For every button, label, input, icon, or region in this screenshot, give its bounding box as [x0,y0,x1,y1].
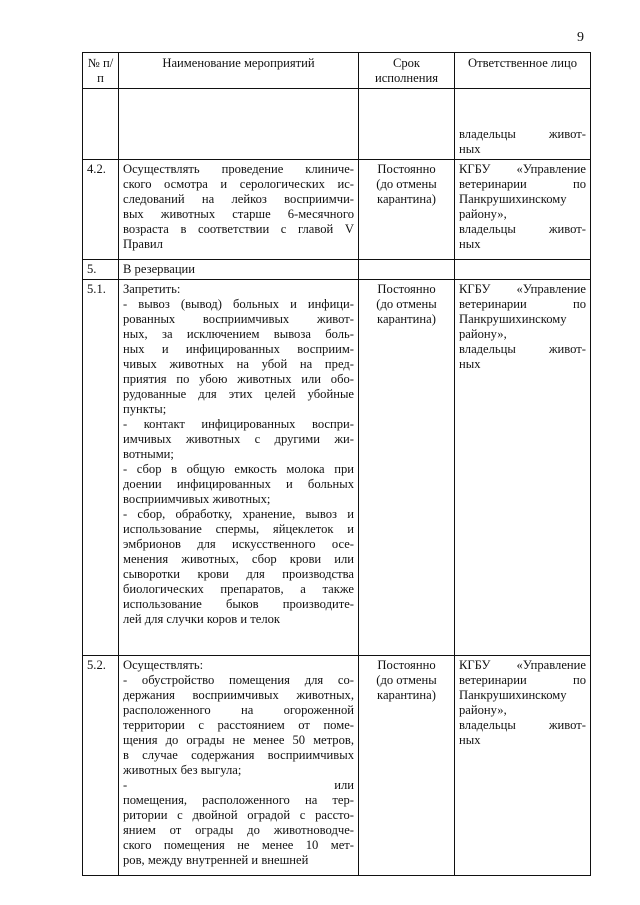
text-line: ных [459,237,481,251]
header-term: Срок исполнения [359,53,455,89]
row-term [359,280,455,656]
row-num: 5.1. [83,280,119,656]
row-name [119,160,359,260]
text-line: (до отмены [376,177,437,191]
header-responsible: Ответственное лицо [455,53,591,89]
row-responsible [455,89,591,160]
page-number: 9 [577,30,584,45]
text-line: ных [459,142,481,156]
row-name [119,260,359,280]
row-num: 5. [83,260,119,280]
text-line: помещения, расположенного на тер- [123,793,354,807]
text-line: - контакт инфицированных воспри- [123,417,354,431]
text-line: чивых животных на убой на пред- [123,357,354,371]
text-line: КГБУ «Управление [459,162,586,176]
text-line: в случае содержания восприимчивых [123,748,354,762]
table-row [83,160,591,260]
text-line: карантина) [377,192,436,206]
text-line: восприимчивых животных; [123,492,271,506]
measures-table [82,52,591,876]
row-term [359,89,455,160]
text-line: ритории с двойной оградой с рассто- [123,808,354,822]
row-responsible [455,260,591,280]
text-line: следований на лейкоз восприимчи- [123,192,354,206]
text-line: району», [459,703,507,717]
text-line: расположенного на огороженной [123,703,354,717]
text-line: ветеринарии по [459,673,586,687]
text-line: - вывоз (вывод) больных и инфици- [123,297,354,311]
text-line: рованных восприимчивых живот- [123,312,354,326]
row-name [119,280,359,656]
text-line: ветеринарии по [459,177,586,191]
text-line: - или [123,778,354,792]
row-responsible [455,656,591,876]
table-header-row [83,53,591,89]
table-row [83,280,591,656]
text-line: ров, между внутренней и внешней [123,853,309,867]
text-line: Осуществлять проведение клиниче- [123,162,354,176]
text-line: КГБУ «Управление [459,282,586,296]
text-line: щения до ограды не менее 50 метров, [123,733,354,747]
text-line: рудованные для этих целей убойные [123,387,354,401]
text-line: - сбор, обработку, хранение, вывоз и [123,507,354,521]
row-responsible [455,280,591,656]
text-line: доении инфицированных и больных [123,477,354,491]
table-row [83,260,591,280]
row-name [119,656,359,876]
text-line: карантина) [377,688,436,702]
text-line: КГБУ «Управление [459,658,586,672]
text-line: - обустройство помещения для со- [123,673,354,687]
text-line: использование спермы, яйцеклеток и [123,522,354,536]
row-name [119,89,359,160]
row-num: 5.2. [83,656,119,876]
text-line: Осуществлять: [123,658,204,672]
text-line: держания восприимчивых животных, [123,688,354,702]
text-line: животных без выгула; [123,763,242,777]
text-line: Постоянно [377,162,436,176]
text-line: владельцы живот- [459,342,586,356]
header-name: Наименование мероприятий [119,53,359,89]
text-line: Панкрушихинскому [459,192,567,206]
text-line: имчивых животных с другими жи- [123,432,354,446]
text-line: - сбор в общую емкость молока при [123,462,354,476]
text-line: территории с расстоянием от поме- [123,718,354,732]
text-line: владельцы живот- [459,718,586,732]
row-num [83,89,119,160]
text-line: использование быков производите- [123,597,354,611]
text-line: янием от ограды до животноводче- [123,823,354,837]
table-row [83,89,591,160]
text-line: пункты; [123,402,167,416]
text-line: менения животных, сбор крови или [123,552,354,566]
text-line: Запретить: [123,282,181,296]
text-line: ветеринарии по [459,297,586,311]
text-line: вых животных старше 6-месячного [123,207,354,221]
text-line: владельцы живот- [459,127,586,141]
text-line: ных, за исключением вывоза боль- [123,327,354,341]
header-num: № п/п [83,53,119,89]
text-line: ных [459,357,481,371]
text-line: (до отмены [376,297,437,311]
text-line: Панкрушихинскому [459,688,567,702]
text-line: Панкрушихинскому [459,312,567,326]
text-line: сыворотки крови для производства [123,567,354,581]
row-num: 4.2. [83,160,119,260]
text-line: Постоянно [377,282,436,296]
text-line: ского помещения не менее 10 мет- [123,838,354,852]
text-line: району», [459,207,507,221]
text-line: ных и инфицированных восприим- [123,342,354,356]
text-line: карантина) [377,312,436,326]
text-line: вотными; [123,447,174,461]
text-line: эмбрионов для искусственного осе- [123,537,354,551]
text-line: В резервации [123,262,196,276]
text-line: возраста в соответствии с главой V [123,222,354,236]
row-term [359,160,455,260]
text-line: лей для случки коров и телок [123,612,281,626]
text-line: ных [459,733,481,747]
text-line: (до отмены [376,673,437,687]
text-line: Правил [123,237,163,251]
row-term [359,260,455,280]
table-row [83,656,591,876]
text-line: владельцы живот- [459,222,586,236]
row-responsible [455,160,591,260]
text-line: биологических препаратов, а также [123,582,354,596]
text-line: приятия по убою животных или обо- [123,372,354,386]
row-term [359,656,455,876]
text-line: району», [459,327,507,341]
text-line: ского осмотра и серологических ис- [123,177,354,191]
text-line: Постоянно [377,658,436,672]
